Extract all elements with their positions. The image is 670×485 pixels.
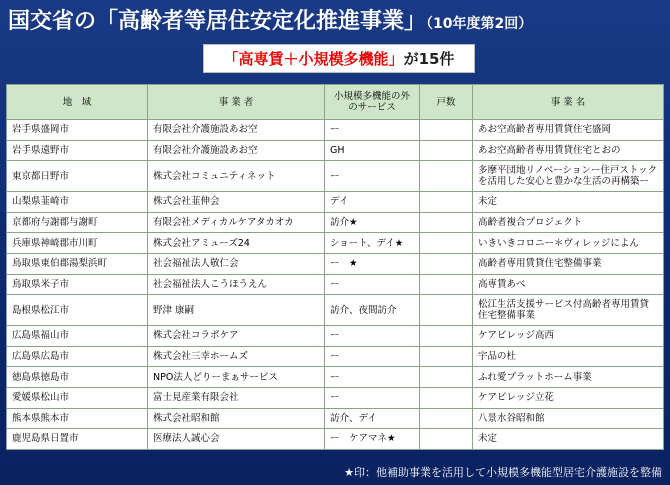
cell-units (420, 408, 473, 429)
footnote: ★印：他補助事業を活用して小規模多機能型居宅介護施設を整備 (344, 466, 662, 479)
cell-units (420, 326, 473, 347)
cell-project: 八景水谷昭和館 (473, 408, 664, 429)
cell-units (420, 140, 473, 161)
cell-operator: 富士見産業有限会社 (148, 387, 325, 408)
cell-services: GH (325, 140, 420, 161)
cell-services: ー (325, 387, 420, 408)
cell-operator: 野津 康嗣 (148, 295, 325, 326)
table-row (7, 161, 664, 192)
cell-services: ー ケアマネ★ (325, 429, 420, 450)
table-row (7, 212, 664, 233)
cell-operator: 有限会社介護施設あお空 (148, 140, 325, 161)
cell-services: ー (325, 161, 420, 192)
table-row (7, 295, 664, 326)
cell-units (420, 429, 473, 450)
cell-services: ー (325, 346, 420, 367)
subtitle-box (203, 44, 475, 73)
cell-units (420, 387, 473, 408)
project-table (6, 84, 664, 450)
cell-operator: 株式会社アミューズ24 (148, 233, 325, 254)
cell-units (420, 120, 473, 141)
table-row (7, 140, 664, 161)
table-row (7, 326, 664, 347)
cell-region: 広島県福山市 (7, 326, 148, 347)
cell-project: 未定 (473, 192, 664, 213)
table-row (7, 120, 664, 141)
header-project: 事 業 名 (473, 85, 664, 120)
cell-project: ケアビレッジ立花 (473, 387, 664, 408)
cell-project: 高齢者専用賃貸住宅整備事業 (473, 253, 664, 274)
cell-units (420, 161, 473, 192)
table-row (7, 408, 664, 429)
title-sub: （10年度第2回） (426, 16, 533, 32)
title-main: 国交省の「高齢者等居住安定化推進事業」 (8, 9, 427, 34)
cell-project: ふれ愛プラットホーム事業 (473, 367, 664, 388)
cell-project: 高齢者複合プロジェクト (473, 212, 664, 233)
cell-units (420, 367, 473, 388)
cell-services: ー (325, 326, 420, 347)
cell-region: 東京都日野市 (7, 161, 148, 192)
cell-operator: 株式会社コラボケア (148, 326, 325, 347)
cell-operator: 医療法人誠心会 (148, 429, 325, 450)
table-row (7, 429, 664, 450)
cell-units (420, 253, 473, 274)
table-header-row (7, 85, 664, 120)
cell-services: ー (325, 120, 420, 141)
cell-operator: 株式会社韮伸会 (148, 192, 325, 213)
cell-project: いきいきコロニー＊ヴィレッジによん (473, 233, 664, 254)
cell-services: ショート、デイ★ (325, 233, 420, 254)
cell-operator: 株式会社三幸ホームズ (148, 346, 325, 367)
cell-services: 訪介、夜間訪介 (325, 295, 420, 326)
cell-services: デイ (325, 192, 420, 213)
cell-project: あお空高齢者専用賃貸住宅とおの (473, 140, 664, 161)
table-row (7, 192, 664, 213)
cell-units (420, 233, 473, 254)
cell-region: 岩手県盛岡市 (7, 120, 148, 141)
table-row (7, 274, 664, 295)
cell-operator: 株式会社コミュニティネット (148, 161, 325, 192)
cell-project: 多摩平団地リノベーションー住戸ストックを活用した安心と豊かな生活の再構築ー (473, 161, 664, 192)
table-row (7, 233, 664, 254)
table-row (7, 346, 664, 367)
cell-region: 島根県松江市 (7, 295, 148, 326)
subtitle-label: 「高専賃＋小規模多機能」 (223, 50, 404, 68)
cell-operator: 社会福祉法人敬仁会 (148, 253, 325, 274)
cell-region: 鳥取県東伯郡湯梨浜町 (7, 253, 148, 274)
page-title (8, 4, 668, 36)
header-services: 小規模多機能の外のサービス (325, 85, 420, 120)
cell-operator: 有限会社メディカルケアタカオカ (148, 212, 325, 233)
cell-region: 鳥取県米子市 (7, 274, 148, 295)
cell-operator: NPO法人どりーまぁサービス (148, 367, 325, 388)
cell-project: ケアビレッジ高西 (473, 326, 664, 347)
cell-services: 訪介★ (325, 212, 420, 233)
cell-services: ー (325, 274, 420, 295)
cell-region: 愛媛県松山市 (7, 387, 148, 408)
cell-operator: 株式会社昭和館 (148, 408, 325, 429)
cell-project: 松江生活支援サービス付高齢者専用賃貸住宅整備事業 (473, 295, 664, 326)
cell-region: 兵庫県神崎郡市川町 (7, 233, 148, 254)
cell-region: 岩手県遠野市 (7, 140, 148, 161)
table-row (7, 253, 664, 274)
cell-services: 訪介、デイ (325, 408, 420, 429)
cell-project: 未定 (473, 429, 664, 450)
cell-region: 徳島県徳島市 (7, 367, 148, 388)
cell-operator: 有限会社介護施設あお空 (148, 120, 325, 141)
cell-services: ー (325, 367, 420, 388)
cell-units (420, 295, 473, 326)
header-region: 地 域 (7, 85, 148, 120)
cell-operator: 社会福祉法人こうほうえん (148, 274, 325, 295)
header-units: 戸数 (420, 85, 473, 120)
table-body (7, 120, 664, 450)
subtitle-count: が15件 (403, 50, 455, 68)
cell-services: ー ★ (325, 253, 420, 274)
cell-units (420, 274, 473, 295)
cell-region: 熊本県熊本市 (7, 408, 148, 429)
cell-units (420, 212, 473, 233)
header-operator: 事 業 者 (148, 85, 325, 120)
table-row (7, 367, 664, 388)
cell-region: 京都府与謝郡与謝町 (7, 212, 148, 233)
cell-project: 宇品の杜 (473, 346, 664, 367)
cell-region: 鹿児島県日置市 (7, 429, 148, 450)
table-row (7, 387, 664, 408)
cell-units (420, 346, 473, 367)
cell-units (420, 192, 473, 213)
cell-region: 広島県広島市 (7, 346, 148, 367)
cell-project: あお空高齢者専用賃貸住宅盛岡 (473, 120, 664, 141)
cell-project: 高専賃あべ (473, 274, 664, 295)
cell-region: 山梨県韮崎市 (7, 192, 148, 213)
